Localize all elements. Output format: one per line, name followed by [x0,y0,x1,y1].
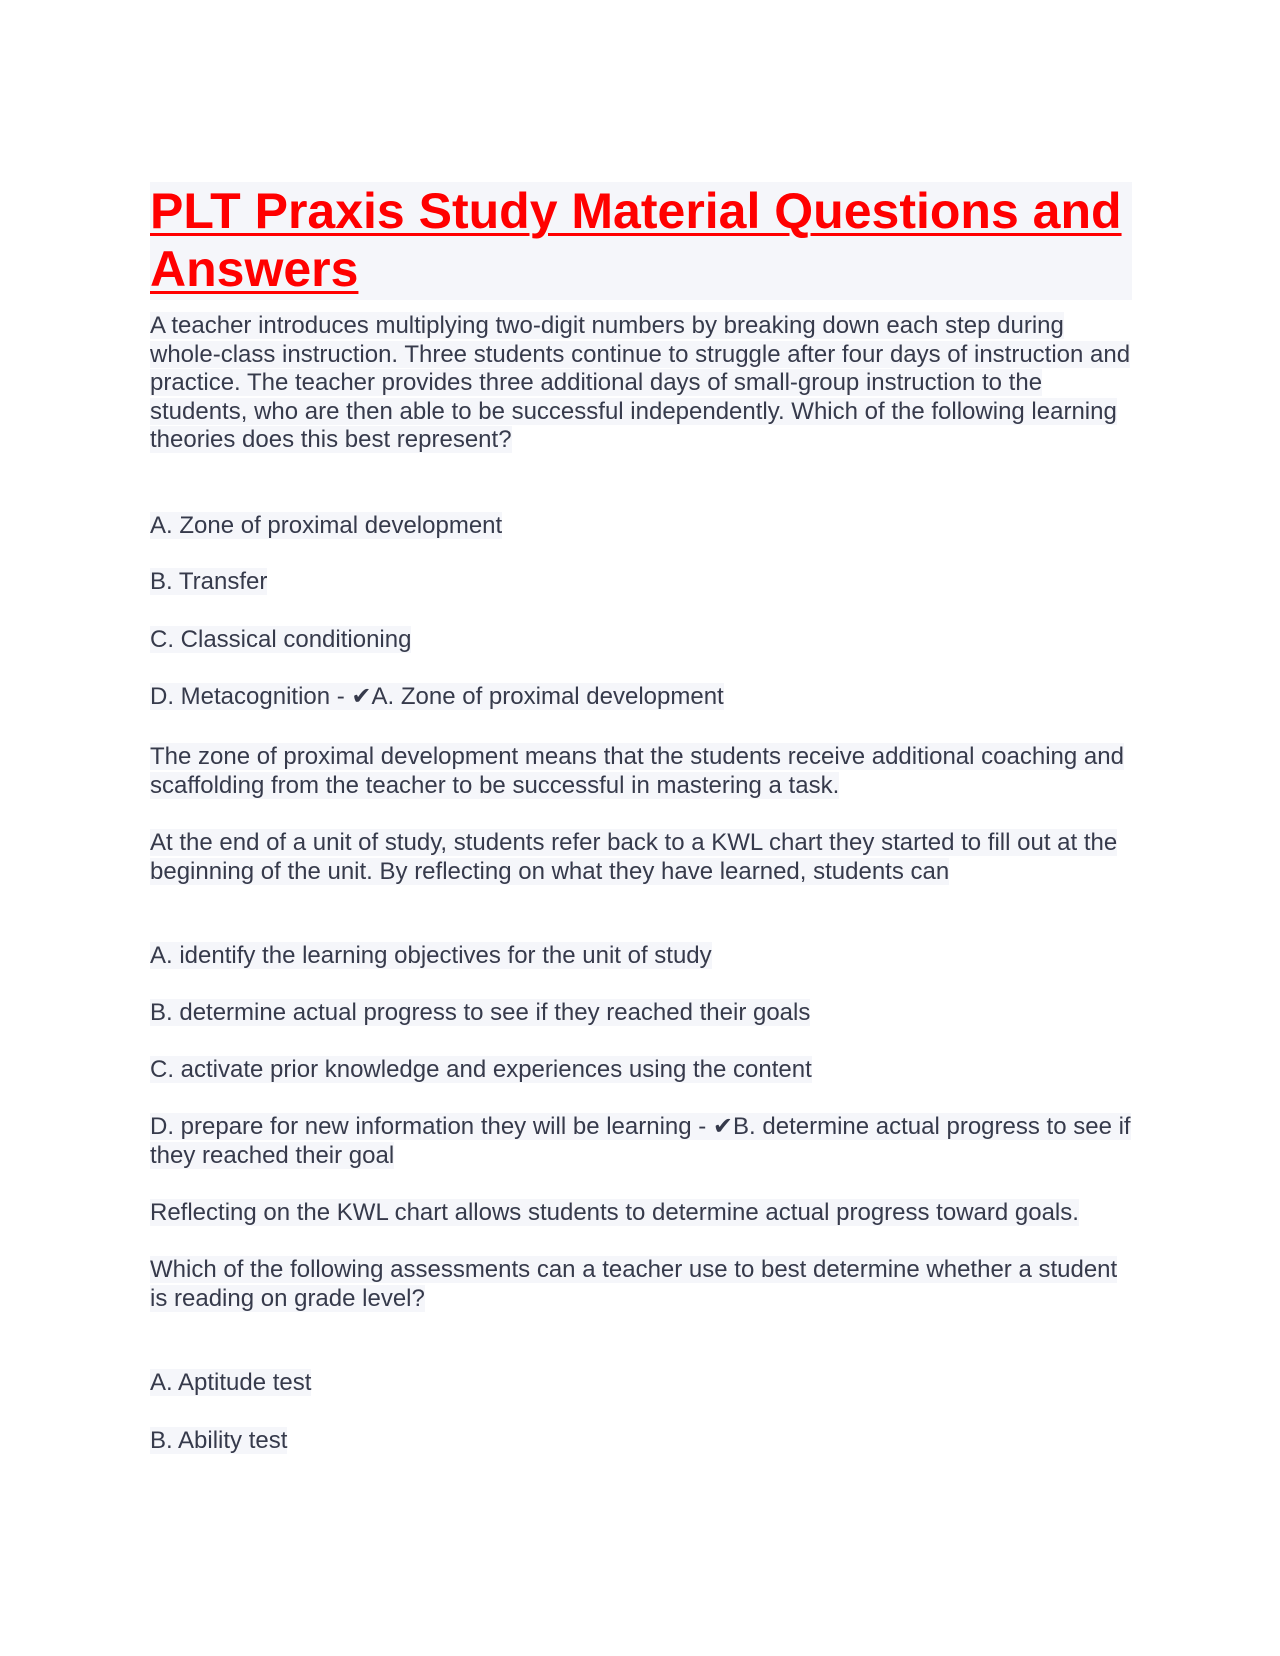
question-1-option-c: C. Classical conditioning [150,626,412,653]
question-1-option-d-answer: D. Metacognition - ✔A. Zone of proximal development [150,683,724,710]
question-2-prompt: At the end of a unit of study, students refer back to a KWL chart they started to fill out at the beginning of the unit. By reflecting on what they have learned, students can [150,829,1118,885]
question-2-option-a: A. identify the learning objectives for the unit of study [150,942,712,969]
question-3-prompt: Which of the following assessments can a teacher use to best determine whether a student is reading on grade level? [150,1256,1118,1312]
question-2-option-b: B. determine actual progress to see if they reached their goals [150,999,811,1026]
question-1-option-a: A. Zone of proximal development [150,512,503,539]
question-1-prompt: A teacher introduces multiplying two-digit numbers by breaking down each step during whole-class instruction. Three students continue to struggle after four days of instruction and practice. The teacher provides three additional days of small-group instruction to the students, who are then able to be successful independently. Which of the following learning theories does this best represent? [150,312,1131,453]
question-3-option-b: B. Ability test [150,1427,288,1454]
question-1-option-b: B. Transfer [150,568,268,595]
document-title: PLT Praxis Study Material Questions and Answers [150,182,1132,300]
question-3-option-a: A. Aptitude test [150,1369,312,1396]
question-2-option-c: C. activate prior knowledge and experiences using the content [150,1056,812,1083]
question-2-explanation: Reflecting on the KWL chart allows students to determine actual progress toward goals. [150,1199,1079,1226]
question-2-option-d-answer: D. prepare for new information they will be learning - ✔B. determine actual progress to see if they reached their goal [150,1113,1131,1169]
question-1-explanation: The zone of proximal development means that the students receive additional coaching and scaffolding from the teacher to be successful in mastering a task. [150,743,1124,799]
